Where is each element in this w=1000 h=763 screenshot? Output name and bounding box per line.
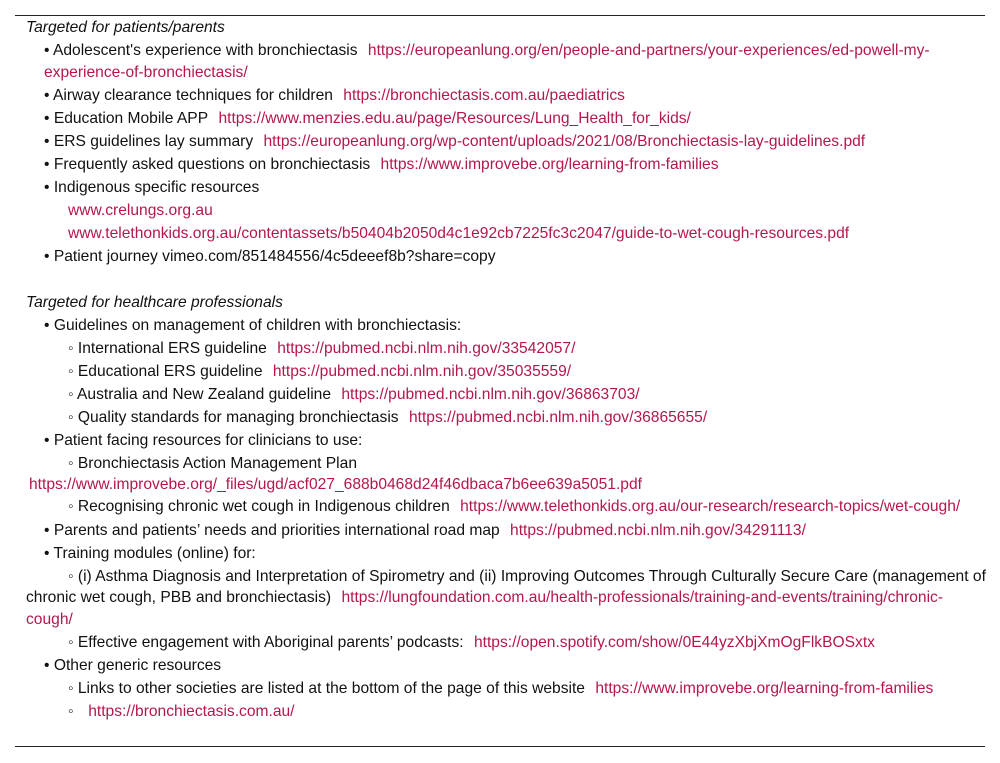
resource-list	[26, 16, 986, 723]
item-text: Patient journey vimeo.com/851484556/4c5deeef8b?share=copy	[53, 248, 496, 265]
resource-link[interactable]: https://pubmed.ncbi.nlm.nih.gov/35035559/	[272, 363, 572, 380]
bottom-rule	[15, 746, 985, 747]
resource-link[interactable]: www.telethonkids.org.au/contentassets/b50404b2050d4c1e92cb7225fc3c2047/guide-to-wet-cough-resources.pdf	[68, 225, 850, 242]
item-text: Parents and patients’ needs and priorities international road map	[53, 521, 500, 539]
bullet: •	[44, 544, 50, 562]
bullet: •	[44, 432, 50, 449]
sub-link-row	[26, 222, 986, 245]
sub-list-item	[26, 360, 986, 383]
sub-bullet: ◦	[68, 386, 74, 403]
resource-link[interactable]: https://pubmed.ncbi.nlm.nih.gov/33542057/	[277, 340, 576, 357]
list-item	[26, 654, 986, 677]
sub-list-item	[26, 337, 986, 360]
resource-link[interactable]: https://europeanlung.org/wp-content/uploads/2021/08/Bronchiectasis-lay-guidelines.pdf	[263, 133, 866, 150]
list-item	[26, 542, 986, 565]
spacer	[26, 268, 986, 291]
sub-list-item	[26, 406, 986, 429]
item-text: Recognising chronic wet cough in Indigenous children	[77, 498, 450, 515]
sub-bullet: ◦	[68, 567, 74, 585]
list-item	[26, 314, 986, 337]
item-text: International ERS guideline	[77, 340, 267, 357]
item-text: Indigenous specific resources	[53, 179, 260, 196]
sub-link-row	[26, 199, 986, 222]
item-text: Quality standards for managing bronchiectasis	[77, 409, 399, 426]
item-text: Patient facing resources for clinicians to use:	[53, 432, 363, 449]
sub-list-item	[26, 631, 986, 654]
bullet: •	[44, 133, 50, 150]
item-text: Adolescent's experience with bronchiectasis	[52, 42, 358, 59]
item-text: Bronchiectasis Action Management Plan	[77, 455, 357, 472]
bullet: •	[44, 317, 50, 334]
list-item	[26, 130, 986, 153]
resource-link[interactable]: https://lungfoundation.com.au/health-professionals/training-and-events/training/chronic-cough/	[26, 589, 944, 628]
bullet: •	[44, 156, 50, 173]
bullet: •	[44, 87, 50, 104]
bullet: •	[44, 110, 50, 127]
bullet: •	[44, 179, 50, 196]
sub-list-item	[26, 383, 986, 406]
item-text: Guidelines on management of children with bronchiectasis:	[53, 317, 462, 334]
list-item	[26, 245, 986, 268]
resource-link[interactable]: www.crelungs.org.au	[68, 202, 213, 219]
bullet: •	[44, 657, 50, 674]
sub-bullet: ◦	[68, 634, 74, 651]
bullet: •	[44, 248, 50, 265]
resource-link[interactable]: https://www.telethonkids.org.au/our-research/research-topics/wet-cough/	[460, 498, 961, 515]
item-text: Frequently asked questions on bronchiectasis	[53, 156, 371, 173]
sub-bullet: ◦	[68, 340, 74, 357]
item-text: ERS guidelines lay summary	[53, 133, 254, 150]
sub-list-item	[26, 565, 986, 632]
resource-link[interactable]: https://bronchiectasis.com.au/	[88, 703, 295, 720]
resource-link[interactable]: https://pubmed.ncbi.nlm.nih.gov/34291113/	[510, 521, 806, 539]
resource-link[interactable]: https://pubmed.ncbi.nlm.nih.gov/36865655/	[408, 409, 708, 426]
resource-link[interactable]: https://www.improvebe.org/learning-from-families	[380, 156, 719, 173]
item-text: Links to other societies are listed at the bottom of the page of this website	[77, 680, 585, 697]
resource-link[interactable]: https://www.menzies.edu.au/page/Resources/Lung_Health_for_kids/	[218, 110, 691, 127]
list-item	[26, 176, 986, 199]
item-text: Educational ERS guideline	[77, 363, 263, 380]
list-item	[26, 39, 986, 84]
bullet: •	[44, 521, 50, 539]
sub-list-item	[26, 495, 986, 519]
item-text: Other generic resources	[53, 657, 222, 674]
sub-bullet: ◦	[68, 498, 74, 515]
resource-link[interactable]: https://www.improvebe.org/_files/ugd/acf027_688b0468d24f46dbaca7b6ee639a5051.pdf	[29, 476, 642, 493]
item-text: Effective engagement with Aboriginal parents’ podcasts:	[77, 634, 464, 651]
sub-list-item	[26, 700, 986, 723]
list-item	[26, 429, 986, 452]
section-heading-patients: Targeted for patients/parents	[26, 19, 225, 36]
resource-link[interactable]: https://europeanlung.org/en/people-and-partners/your-experiences/ed-powell-my-experience-of-bronchiectasis/	[44, 42, 930, 81]
item-text: Australia and New Zealand guideline	[77, 386, 332, 403]
list-item	[26, 519, 986, 542]
resource-link[interactable]: https://www.improvebe.org/learning-from-families	[595, 680, 934, 697]
item-text: Education Mobile APP	[53, 110, 209, 127]
sub-bullet: ◦	[68, 680, 74, 697]
bullet: •	[44, 42, 50, 59]
item-text: (i) Asthma Diagnosis and Interpretation of Spirometry and (ii) Improving Outcomes Through Culturally Secure Care (management of chronic wet cough, PBB and bronchiectasis)	[26, 567, 986, 606]
sub-bullet: ◦	[68, 703, 74, 720]
list-item	[26, 153, 986, 176]
sub-bullet: ◦	[68, 363, 74, 380]
resource-link[interactable]: https://open.spotify.com/show/0E44yzXbjXmOgFlkBOSxtx	[473, 634, 875, 651]
resource-link[interactable]: https://pubmed.ncbi.nlm.nih.gov/36863703/	[341, 386, 640, 403]
item-text: Airway clearance techniques for children	[52, 87, 333, 104]
sub-list-item	[26, 677, 986, 700]
link-row	[26, 475, 986, 495]
sub-bullet: ◦	[68, 409, 74, 426]
resource-link[interactable]: https://bronchiectasis.com.au/paediatrics	[343, 87, 625, 104]
list-item	[26, 107, 986, 130]
sub-bullet: ◦	[68, 455, 74, 472]
item-text: Training modules (online) for:	[53, 544, 256, 562]
sub-list-item	[26, 452, 986, 475]
section-heading-professionals: Targeted for healthcare professionals	[26, 294, 283, 311]
list-item	[26, 84, 986, 107]
